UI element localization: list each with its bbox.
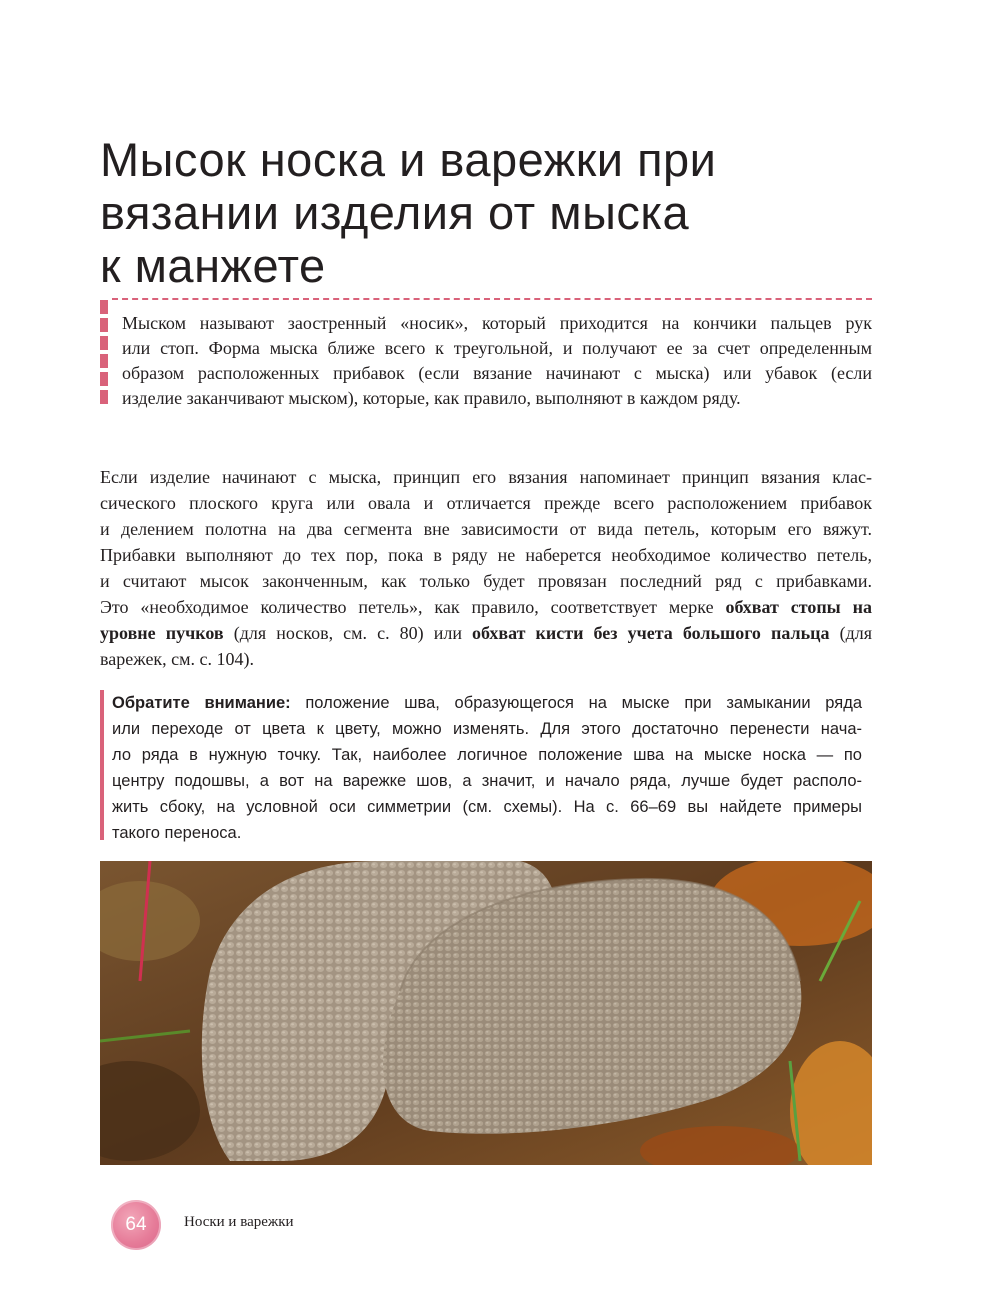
running-head: Носки и варежки xyxy=(184,1214,294,1230)
body-text-run: (для xyxy=(829,623,872,643)
note-line: такого переноса. xyxy=(112,824,242,842)
lead-line: изделие заканчивают мыском), которые, как правило, выполняют в каждом ряду. xyxy=(122,388,741,408)
page-title-line: вязании изделия от мыска xyxy=(100,186,690,239)
page-number-badge: 64 xyxy=(111,1200,161,1250)
measure-term-foot-cont: уровне пучков xyxy=(100,623,224,643)
lead-line: Мыском называют заостренный «носик», который приходится на кончики пальцев рук xyxy=(122,313,872,333)
note-line: жить сбоку, на условной оси симметрии (см. схемы). На с. 66–69 вы найдете примеры xyxy=(112,798,862,816)
body-text-run: (для носков, см. с. 80) или xyxy=(223,623,473,643)
page-title-line: Мысок носка и варежки при xyxy=(100,133,717,186)
lead-line: или стоп. Форма мыска ближе всего к треугольной, и получают ее за счет определенным xyxy=(122,338,872,358)
body-line xyxy=(100,620,872,646)
body-line: Если изделие начинают с мыска, принцип его вязания напоминает принцип вязания клас- xyxy=(100,467,872,487)
knitted-mitten-photo xyxy=(100,861,872,1165)
page-title xyxy=(100,133,880,292)
body-line: сического плоского круга или овала и отличается прежде всего расположением прибавок xyxy=(100,493,872,513)
page-title-line: к манжете xyxy=(100,239,326,292)
note-line: или переходе от цвета к цвету, можно изменять. Для этого достаточно перенести нача- xyxy=(112,720,862,738)
body-line xyxy=(100,594,872,620)
lead-accent-bar xyxy=(100,300,108,404)
body-line: и считают мысок законченным, как только будет провязан последний ряд с прибавками. xyxy=(100,571,872,591)
note-line xyxy=(112,690,862,716)
measure-term-foot: обхват стопы на xyxy=(725,597,872,617)
note-text-run: положение шва, образующегося на мыске при замыкании ряда xyxy=(290,694,862,712)
note-label: Обратите внимание: xyxy=(112,694,291,712)
body-text-run: Это «необходимое количество петель», как правило, соответствует мерке xyxy=(100,597,726,617)
dashed-divider xyxy=(112,298,872,300)
note-box xyxy=(112,690,862,846)
body-line: и делением полотна на два сегмента вне зависимости от вида петель, которым его вяжут. xyxy=(100,519,872,539)
note-accent-bar xyxy=(100,690,104,840)
note-line: ло ряда в нужную точку. Так, наиболее логичное положение шва на мыске носка — по xyxy=(112,746,862,764)
lead-paragraph xyxy=(122,311,872,411)
body-line: варежек, см. с. 104). xyxy=(100,649,255,669)
lead-line: образом расположенных прибавок (если вязание начинают с мыска) или убавок (если xyxy=(122,363,872,383)
body-paragraph xyxy=(100,464,872,672)
body-line: Прибавки выполняют до тех пор, пока в ряду не наберется необходимое количество петель, xyxy=(100,545,872,565)
note-line: центру подошвы, а вот на варежке шов, а значит, и начало ряда, лучше будет располо- xyxy=(112,772,862,790)
measure-term-hand: обхват кисти без учета большого пальца xyxy=(472,623,830,643)
